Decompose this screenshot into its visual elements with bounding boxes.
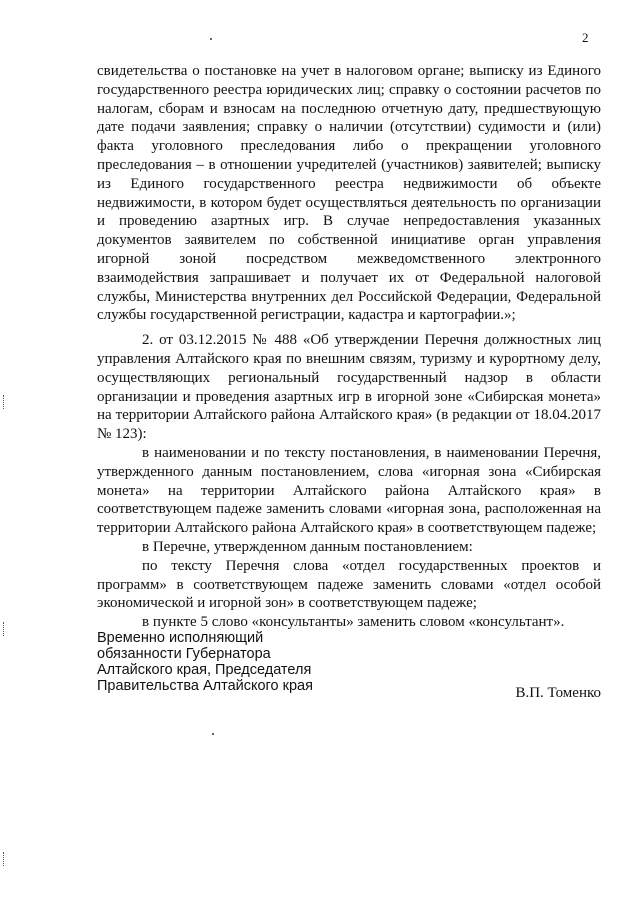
scan-speck	[210, 38, 212, 40]
page-number: 2	[582, 30, 589, 45]
paragraph-rename-clause: в наименовании и по тексту постановления, в наименовании Перечня, утвержденного данным постановлением, слова «игорная зона «Сибирская монета» на территории Алтайского района Алтайского края» в соответствующем падеже заменить словами «игорная зона, расположенная на территории Алтайского района Алтайского края» в соответствующем падеже;	[97, 444, 601, 537]
document-body	[97, 62, 601, 632]
signature-block	[97, 630, 601, 701]
signatory-name: В.П. Томенко	[515, 685, 601, 701]
paragraph-continuation: свидетельства о постановке на учет в налоговом органе; выписку из Единого государственного реестра юридических лиц; справку о состоянии расчетов по налогам, сборам и взносам на последнюю отчетную дату, предшествующую дате подачи заявления; справку о наличии (отсутствии) судимости и (или) факта уголовного преследования либо о прекращении уголовного преследования – в отношении учредителей (участников) заявителей; выписку из Единого государственного реестра недвижимости об объекте недвижимости, в котором будет осуществляться деятельность по организации и проведению азартных игр. В случае непредоставления указанных документов заявителем по собственной инициативе орган управления игорной зоной посредством межведомственного электронного взаимодействия запрашивает и получает их от Федеральной налоговой службы, Министерства внутренних дел Российской Федерации, Федеральной службы государственной регистрации, кадастра и картографии.»;	[97, 63, 601, 324]
paragraph-point-5-clause: в пункте 5 слово «консультанты» заменить словом «консультант».	[142, 614, 565, 631]
paragraph-item-2: 2. от 03.12.2015 № 488 «Об утверждении Перечня должностных лиц управления Алтайского края по внешним связям, туризму и курортному делу, осуществляющих региональный государственный надзор в области организации и проведения азартных игр в игорной зоне «Сибирская монета» на территории Алтайского района Алтайского края» (в редакции от 18.04.2017 № 123):	[97, 332, 601, 443]
signatory-title: Временно исполняющий обязанности Губернатора Алтайского края, Председателя Правительства Алтайского края	[97, 630, 313, 694]
scan-margin-mark	[3, 622, 6, 636]
paragraph-department-clause: по тексту Перечня слова «отдел государственных проектов и программ» в соответствующем падеже заменить словами «отдел особой экономической и игорной зон» в соответствующем падеже;	[97, 557, 601, 612]
scan-margin-mark	[3, 395, 6, 409]
scan-speck	[212, 733, 214, 735]
paragraph-list-intro: в Перечне, утвержденном данным постановлением:	[142, 538, 473, 555]
scan-margin-mark	[3, 852, 6, 866]
